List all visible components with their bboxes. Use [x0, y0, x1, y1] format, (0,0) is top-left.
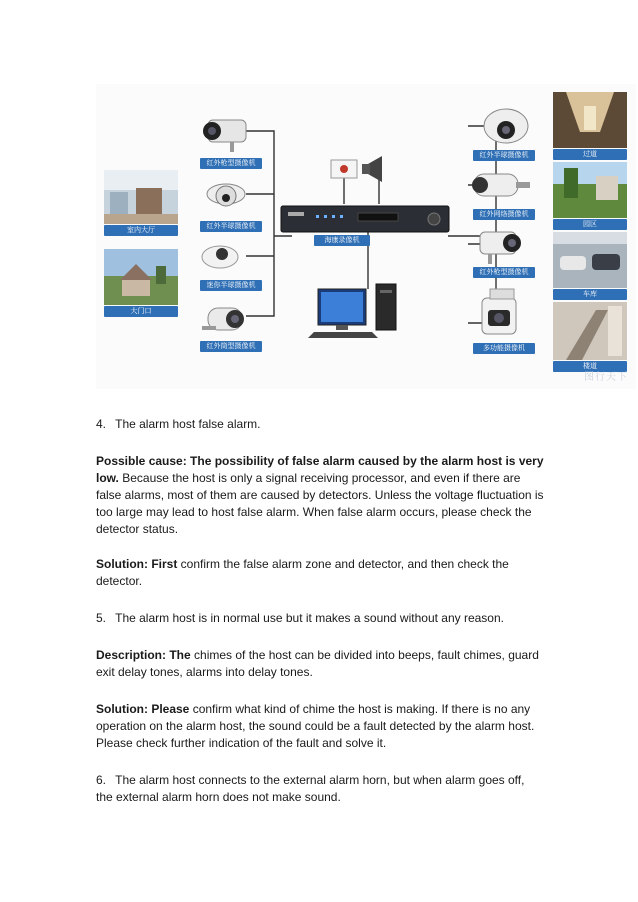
- caption-camera-right-3: 红外枪型摄像机: [473, 267, 535, 278]
- caption-camera-left-4: 红外筒型摄像机: [200, 341, 262, 352]
- dome-camera-left-2: [207, 184, 245, 206]
- solution-2-lead: Solution: Please: [96, 702, 190, 716]
- network-camera-right-2: [472, 174, 530, 196]
- label-photo-indoor-hall: 室内大厅: [104, 225, 178, 236]
- possible-cause-text: Because the host is only a signal receiving processor, and even if there are false alarms, most of them are caused by detectors. Unless the voltage fluctuation is too large may lead to host false alarm. When false alarm occurs, please check the detector status.: [96, 471, 544, 536]
- dome-camera-right-1: [484, 109, 528, 143]
- item-4-text: The alarm host false alarm.: [115, 417, 261, 431]
- solution-1-text: confirm the false alarm zone and detector, and then check the detector.: [96, 557, 509, 588]
- caption-camera-right-2: 红外网络摄像机: [473, 209, 535, 220]
- caption-camera-right-1: 红外半球摄像机: [473, 150, 535, 161]
- label-photo-garage: 车库: [553, 289, 627, 300]
- possible-cause-paragraph: [96, 453, 544, 538]
- photo-indoor-hall: [104, 170, 178, 224]
- caption-camera-right-4: 多功能摄像机: [473, 343, 535, 354]
- item-5-number: 5.: [96, 611, 107, 625]
- bullet-camera-right-3: [480, 232, 521, 264]
- description-text: chimes of the host can be divided into beeps, fault chimes, guard exit delay tones, alarms into delay tones.: [96, 648, 539, 679]
- item-6: [96, 772, 544, 806]
- solution-2-paragraph: [96, 701, 544, 752]
- label-photo-main-gate: 大门口: [104, 306, 178, 317]
- recorder-icon: [281, 206, 449, 232]
- cctv-system-diagram: [96, 84, 636, 389]
- tube-camera-left-4: [202, 308, 244, 330]
- mini-dome-camera-left-3: [202, 246, 238, 268]
- bullet-camera-left-1: [203, 120, 246, 152]
- watermark: 图行天下: [584, 372, 628, 383]
- multi-function-camera-right-4: [482, 289, 516, 334]
- solution-1-paragraph: [96, 556, 544, 590]
- caption-recorder: 海康录像机: [314, 235, 370, 246]
- caption-camera-left-1: 红外枪型摄像机: [200, 158, 262, 169]
- label-photo-park: 园区: [553, 219, 627, 230]
- item-4: [96, 416, 544, 433]
- item-5-text: The alarm host is in normal use but it makes a sound without any reason.: [115, 611, 504, 625]
- solution-2-text: confirm what kind of chime the host is making. If there is no any operation on the alarm host, the sound could be a fault detected by the alarm host. Please check further indication of the fault and solve it.: [96, 702, 535, 750]
- item-6-number: 6.: [96, 773, 107, 787]
- alarm-button-icon: [331, 160, 357, 178]
- solution-1-lead: Solution: First: [96, 557, 178, 571]
- item-5: [96, 610, 544, 627]
- possible-cause-lead: Possible cause: The possibility of false alarm caused by the alarm host is very low.: [96, 454, 544, 485]
- caption-camera-left-3: 迷你半球摄像机: [200, 280, 262, 291]
- siren-icon: [362, 156, 382, 182]
- label-photo-stairway: 楼道: [553, 361, 627, 372]
- label-photo-corridor: 过道: [553, 149, 627, 160]
- photo-park: [553, 162, 627, 218]
- item-4-number: 4.: [96, 417, 107, 431]
- caption-camera-left-2: 红外半球摄像机: [200, 221, 262, 232]
- photo-main-gate: [104, 249, 178, 305]
- photo-corridor: [553, 92, 627, 148]
- photo-garage: [553, 232, 627, 288]
- description-paragraph: [96, 647, 544, 681]
- photo-stairway: [553, 302, 627, 360]
- item-6-text: The alarm host connects to the external alarm horn, but when alarm goes off, the external alarm horn does not make sound.: [96, 773, 525, 804]
- description-lead: Description: The: [96, 648, 191, 662]
- computer-icon: [308, 284, 396, 338]
